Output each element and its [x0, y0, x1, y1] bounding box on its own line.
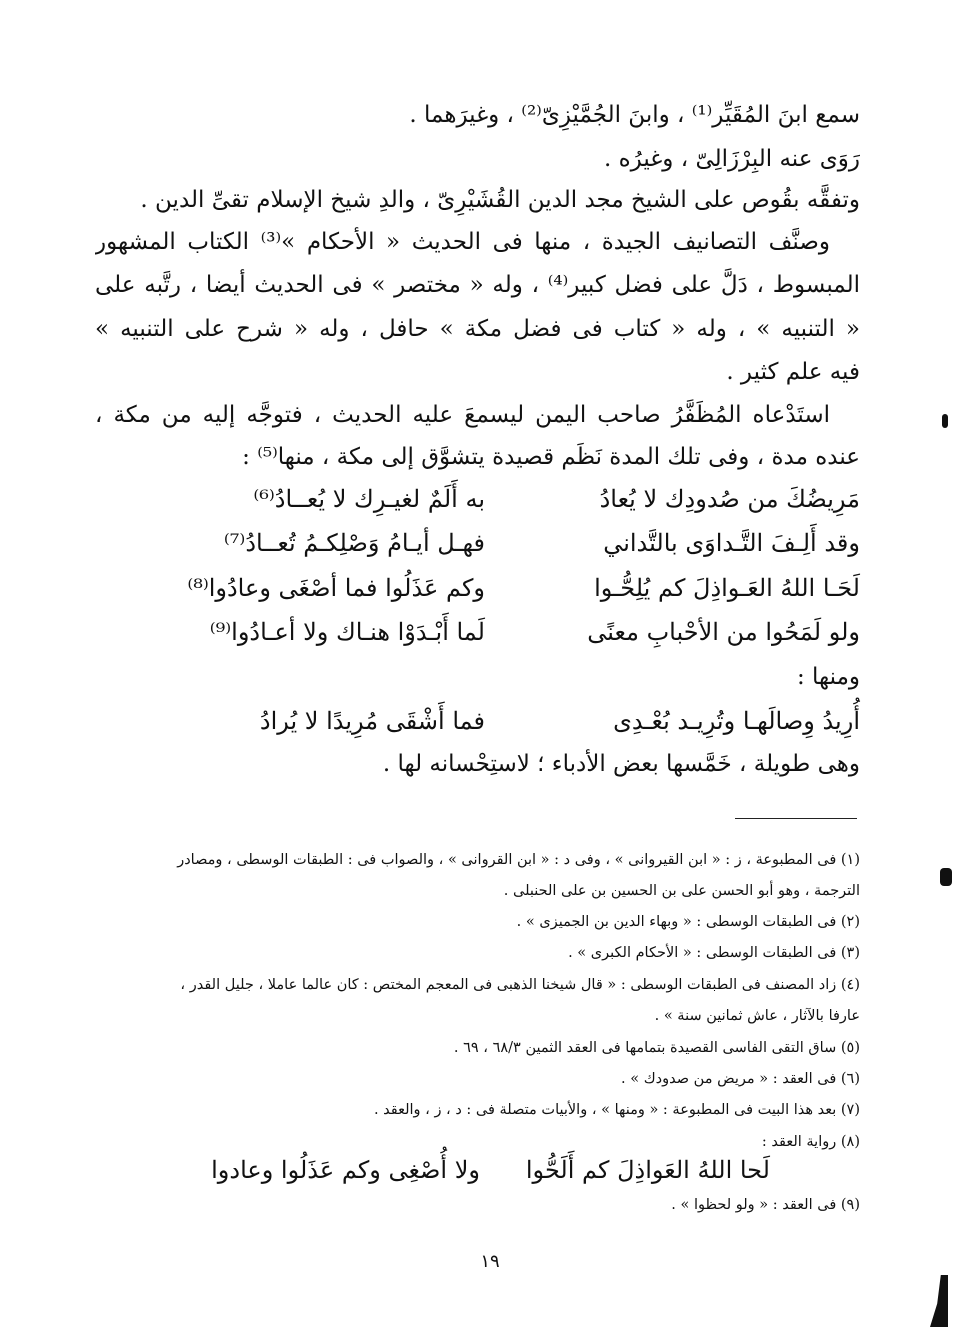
footnote-4-line-1: (٤) زاد المصنف فى الطبقات الوسطى : « قال شيخنا الذهبى فى المعجم المختص : كان عالما عاملا ، جليل القدر ، [180, 977, 860, 993]
footnote-7: (٧) بعد هذا البيت فى المطبوعة : « ومنها » ، والأبيات متصلة فى : د ، ز ، والعقد . [373, 1102, 860, 1118]
footnote-8: (٨) رواية العقد : [761, 1134, 860, 1150]
minha-label: ومنها : [796, 664, 860, 690]
verse-1-second-hemistich: به أَلَمٌ لغيـرِك لا يُعــادُ⁽⁶⁾ [253, 485, 485, 513]
verse-2-first-hemistich: وقد أَلِـفَ التَّـداوَى بالتَّداني [603, 529, 860, 557]
footnote-separator [735, 818, 857, 819]
body-line-1: سمع ابنَ المُقَيِّر⁽¹⁾ ، وابنَ الجُمَّيْزِىّ⁽²⁾ ، وغيرَهما . [409, 102, 860, 128]
verse-2-second-hemistich: فهـل أيـامُ وَصْلِكـمُ تُعــادُ⁽⁷⁾ [223, 529, 485, 557]
scan-corner-mark [930, 1275, 948, 1327]
verse-5-first-hemistich: أُرِيدُ وِصالَهـا وتُرِيـد بُعْـدِى [613, 707, 860, 735]
verse-1-first-hemistich: مَرِيضُكَ من صُدودِك لا يُعادُ [599, 485, 860, 513]
footnote-1-line-2: الترجمة ، وهو أبو الحسن على بن الحسين بن على الحنبلى . [503, 883, 860, 899]
footnote-9: (٩) فى العقد : « ولو لحظوا » . [671, 1197, 860, 1213]
footnote-3: (٣) فى الطبقات الوسطى : « الأحكام الكبرى » . [568, 945, 860, 961]
footnote-verse-second-hemistich: ولا أُصْغِى وكم عَذَلُوا وعادوا [211, 1156, 480, 1184]
body-line-7: فيه علم كثير . [726, 359, 860, 385]
footnote-6: (٦) فى العقد : « مريض من صدودك » . [621, 1071, 860, 1087]
footnote-1-line-1: (١) فى المطبوعة ، ز : « ابن القيروانى » ، وفى د : « ابن القروانى » ، والصواب فى : الطبقات الوسطى ، ومصادر [177, 852, 860, 868]
scan-speck-mark [942, 414, 948, 428]
footnote-4-line-2: عارفا بالآثار ، عاش ثمانين سنة » . [654, 1008, 860, 1024]
verse-3-first-hemistich: لَحَـا اللهُ العَـواذِلَ كم يُلِحُّـوا [594, 574, 860, 602]
body-line-9: عنده مدة ، وفى تلك المدة نَظَم قصيدة يتشوَّق إلى مكة ، منها⁽⁵⁾ : [242, 444, 860, 470]
body-line-2: رَوَى عنه البِرْزَالِىّ ، وغيرُه . [603, 146, 860, 172]
verse-4-first-hemistich: ولو لَمَحُوا من الأحْبابِ معنًى [587, 618, 860, 646]
body-closing-line: وهى طويلة ، خَمَّسها بعض الأدباء ؛ لاستِحْسانه لها . [382, 751, 860, 777]
verse-3-second-hemistich: وكم عَذَلُوا فما أصْغَى وعادُوا⁽⁸⁾ [187, 574, 485, 602]
verse-5-second-hemistich: فما أَشْقَى مُرِيدًا لا يُرادُ [259, 707, 485, 735]
footnote-5: (٥) ساق التقى الفاسى القصيدة بتمامها فى العقد الثمين ٦٨/٣ ، ٦٩ . [453, 1040, 860, 1056]
scan-edge-mark [940, 868, 952, 886]
verse-4-second-hemistich: لَما أَبْـدَوْا هنـاك ولا أعـادُوا⁽⁹⁾ [209, 618, 485, 646]
footnote-verse-first-hemistich: لَحا اللهُ العَواذِلَ كم أَلَحُّوا [525, 1156, 770, 1184]
page-number: ١٩ [480, 1251, 500, 1272]
body-line-4: وصنَّف التصانيف الجيدة ، منها فى الحديث « الأحكام »⁽³⁾ الكتاب المشهور [95, 229, 830, 255]
body-line-8: استَدْعاه المُظَفَّرُ صاحب اليمن ليسمعَ عليه الحديث ، فتوجَّه إليه من مكة ، [95, 402, 830, 428]
body-line-6: « التنبيه » ، وله « كتاب فى فضل مكة » حافل ، وله « شرح على التنبيه » [95, 316, 860, 342]
body-line-5: المبسوط ، دَلَّ على فضل كبير⁽⁴⁾ ، وله « مختصر » فى الحديث أيضا ، رتَّبه على [95, 272, 860, 298]
footnote-2: (٢) فى الطبقات الوسطى : « وبهاء الدين بن الجميزى » . [516, 914, 860, 930]
body-line-3: وتفقَّه بقُوص على الشيخ مجد الدين القُشَيْرِىّ ، والدِ شيخ الإسلام تقىِّ الدين . [140, 187, 860, 213]
